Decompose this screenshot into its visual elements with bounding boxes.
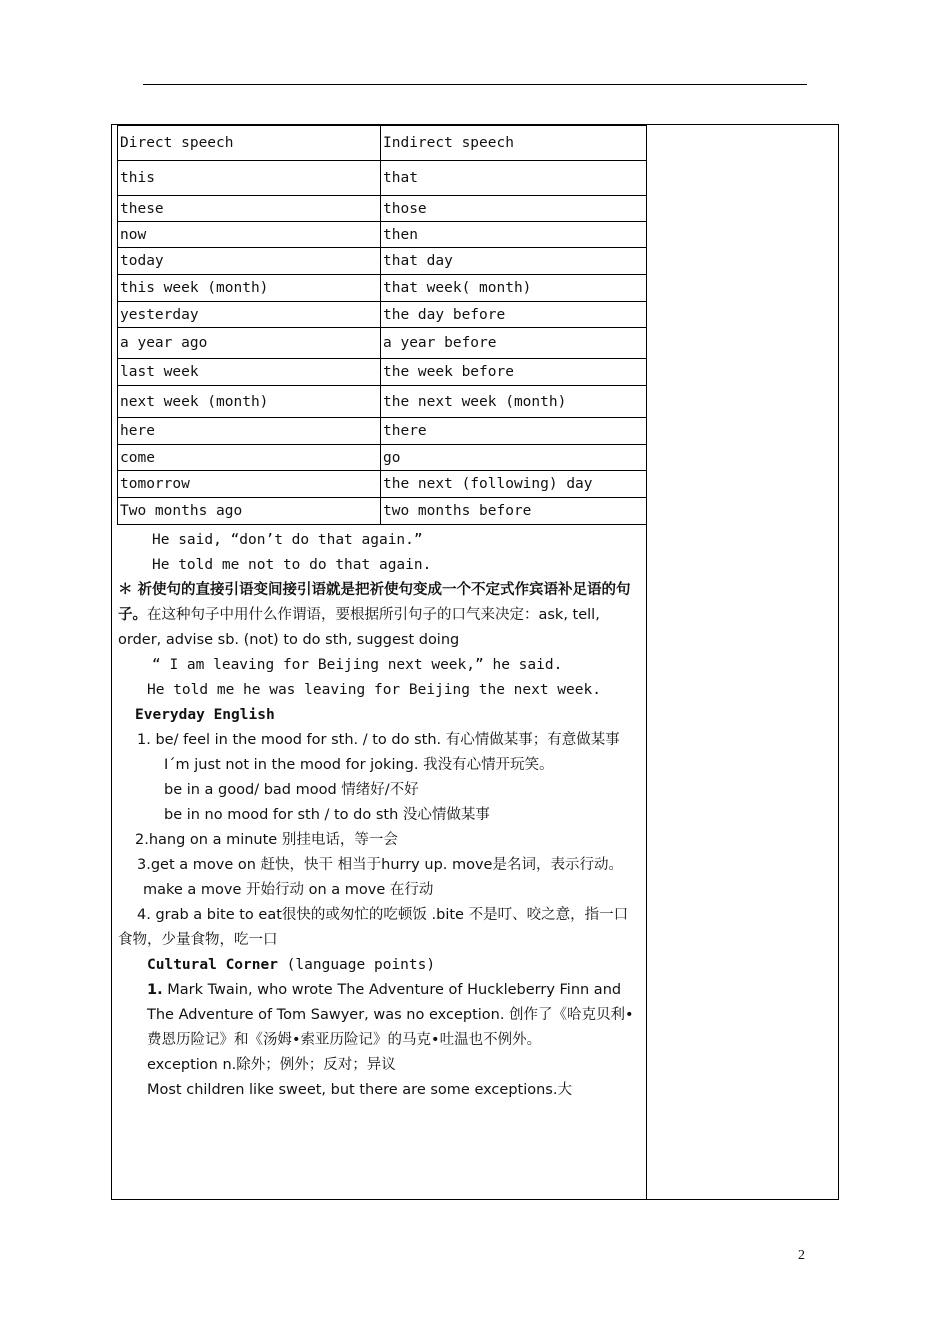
cell-indirect: the week before	[381, 359, 647, 386]
item-2: 2.hang on a minute 别挂电话，等一会	[135, 832, 398, 848]
cultural-corner-subtitle: (language points)	[277, 957, 436, 973]
cell-direct: Two months ago	[118, 498, 381, 525]
imperative-rule-text: 在这种句子中用什么作谓语，要根据所引句子的口气来决定：ask, tell, order, advise sb. (not) to do sth, suggest doing	[118, 607, 600, 648]
table-row	[118, 386, 647, 418]
example-direct: He said, “don’t do that again.”	[152, 532, 423, 548]
item-1-example: I´m just not in the mood for joking. 我没有心情开玩笑。	[164, 757, 554, 773]
table-row	[118, 161, 647, 196]
item-3: 3.get a move on 赶快，快干 相当于hurry up. move是名词，表示行动。	[137, 857, 623, 873]
speech-conversion-table	[117, 125, 647, 525]
table-row	[118, 418, 647, 445]
cell-direct: last week	[118, 359, 381, 386]
page-number: 2	[798, 1248, 805, 1263]
cell-direct: a year ago	[118, 328, 381, 359]
table-row	[118, 328, 647, 359]
cell-direct: this	[118, 161, 381, 196]
cell-indirect: that day	[381, 248, 647, 275]
cell-indirect: the next (following) day	[381, 471, 647, 498]
cell-indirect: then	[381, 222, 647, 248]
cell-direct: yesterday	[118, 302, 381, 328]
cell-direct: today	[118, 248, 381, 275]
cell-direct: next week (month)	[118, 386, 381, 418]
table-row	[118, 196, 647, 222]
cultural-corner-heading	[118, 953, 640, 978]
everyday-english-title: Everyday English	[135, 707, 275, 723]
table-row	[118, 222, 647, 248]
table-row	[118, 302, 647, 328]
table-row	[118, 248, 647, 275]
cell-direct: tomorrow	[118, 471, 381, 498]
example2-indirect: He told me he was leaving for Beijing the next week.	[147, 682, 601, 698]
item-1: 1. be/ feel in the mood for sth. / to do sth. 有心情做某事；有意做某事	[137, 732, 620, 748]
item-4: 4. grab a bite to eat很快的或匆忙的吃顿饭 .bite 不是叮、咬之意，指一口食物，少量食物，吃一口	[118, 907, 629, 948]
cell-direct: come	[118, 445, 381, 471]
item-3-phrases: make a move 开始行动 on a move 在行动	[143, 882, 434, 898]
cell-indirect: a year before	[381, 328, 647, 359]
table-row	[118, 359, 647, 386]
cell-indirect: two months before	[381, 498, 647, 525]
cell-direct: now	[118, 222, 381, 248]
cultural-item-1	[118, 978, 640, 1053]
cultural-item-1-number: 1.	[147, 982, 163, 998]
imperative-rule	[118, 578, 640, 653]
cell-indirect: the day before	[381, 302, 647, 328]
cell-indirect: those	[381, 196, 647, 222]
header-rule	[143, 84, 807, 85]
table-header-row	[118, 126, 647, 161]
example-indirect: He told me not to do that again.	[152, 557, 432, 573]
table-row	[118, 275, 647, 302]
notes-content	[118, 528, 640, 1103]
cell-indirect: go	[381, 445, 647, 471]
table-row	[118, 471, 647, 498]
item-1-phrase-mood: be in a good/ bad mood 情绪好/不好	[164, 782, 419, 798]
exception-definition: exception n.除外；例外；反对；异议	[147, 1057, 396, 1073]
imperative-rule-bold: ＊ 祈使句的直接引语变间接引语就是把祈使句变成一个不定式作宾语补足语的句子。	[118, 582, 631, 623]
cell-direct: this week (month)	[118, 275, 381, 302]
header-direct: Direct speech	[118, 126, 381, 161]
cultural-corner-title: Cultural Corner	[147, 957, 278, 973]
exception-example: Most children like sweet, but there are some exceptions.大	[147, 1082, 572, 1098]
table-row	[118, 445, 647, 471]
table-row	[118, 498, 647, 525]
cell-indirect: that	[381, 161, 647, 196]
header-indirect: Indirect speech	[381, 126, 647, 161]
cultural-item-1-text: Mark Twain, who wrote The Adventure of Huckleberry Finn and The Adventure of Tom Sawyer, was no exception. 创作了《哈克贝利•费恩历险记》和《汤姆•索亚历险记》的马克•吐温也不例外。	[147, 982, 634, 1048]
cell-indirect: that week( month)	[381, 275, 647, 302]
example2-direct: “ I am leaving for Beijing next week,” he said.	[152, 657, 563, 673]
cell-direct: these	[118, 196, 381, 222]
item-1-phrase-no-mood: be in no mood for sth / to do sth 没心情做某事	[164, 807, 490, 823]
cell-indirect: the next week (month)	[381, 386, 647, 418]
cell-direct: here	[118, 418, 381, 445]
cell-indirect: there	[381, 418, 647, 445]
